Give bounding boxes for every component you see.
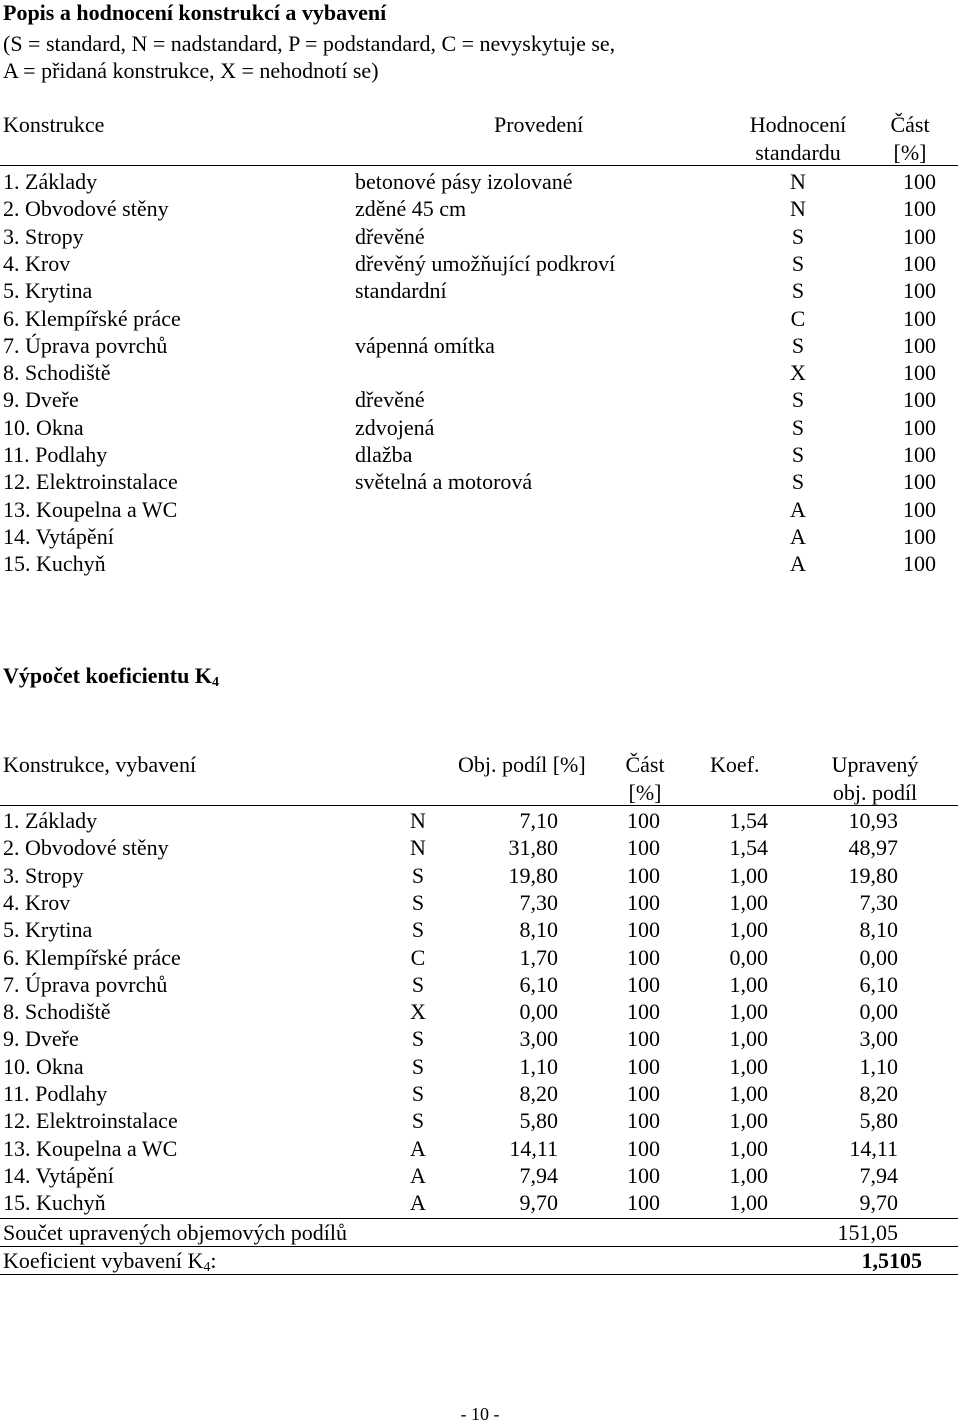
row-hodnoceni: X xyxy=(790,360,806,386)
row-upraveny: 1,10 xyxy=(859,1053,898,1079)
row-koef: 1,00 xyxy=(729,1108,768,1134)
row-cast: 100 xyxy=(627,889,660,915)
row-cast: 100 xyxy=(627,1135,660,1161)
row-konstrukce: 2. Obvodové stěny xyxy=(3,196,169,222)
row-obj-podil: 0,00 xyxy=(519,999,558,1025)
row-upraveny: 8,20 xyxy=(859,1081,898,1106)
row-hodnoceni: S xyxy=(411,1108,425,1134)
row-konstrukce: 15. Kuchyň xyxy=(3,1190,106,1216)
header2-obj-podil: Obj. podíl [%] xyxy=(458,752,586,777)
row-koef: 0,00 xyxy=(729,944,768,970)
table2-header-rule xyxy=(0,805,958,806)
row-cast: 100 xyxy=(627,944,660,970)
row-hodnoceni: S xyxy=(791,469,805,495)
row-hodnoceni: A xyxy=(790,523,806,549)
legend-line-2: A = přidaná konstrukce, X = nehodnotí se) xyxy=(3,58,379,83)
row-upraveny: 9,70 xyxy=(859,1190,898,1216)
header2-konstrukce: Konstrukce, vybavení xyxy=(3,752,197,777)
row-koef: 1,00 xyxy=(729,1162,768,1188)
row-obj-podil: 3,00 xyxy=(519,1026,558,1052)
row-cast: 100 xyxy=(903,360,936,386)
row-cast: 100 xyxy=(903,223,936,249)
row-cast: 100 xyxy=(627,1108,660,1134)
row-hodnoceni: N xyxy=(790,169,806,194)
row-obj-podil: 1,70 xyxy=(519,944,558,970)
row-cast: 100 xyxy=(903,469,936,495)
row-provedeni: dřevěné xyxy=(355,387,425,413)
row-upraveny: 7,30 xyxy=(859,889,898,915)
row-cast: 100 xyxy=(627,917,660,943)
row-konstrukce: 12. Elektroinstalace xyxy=(3,469,178,495)
row-cast: 100 xyxy=(627,835,660,861)
row-provedeni: dlažba xyxy=(355,442,413,467)
row-konstrukce: 4. Krov xyxy=(3,250,71,276)
row-hodnoceni: N xyxy=(410,808,426,833)
row-koef: 1,00 xyxy=(729,1026,768,1052)
row-upraveny: 14,11 xyxy=(849,1135,898,1161)
header2-cast-2: [%] xyxy=(628,780,662,805)
row-konstrukce: 9. Dveře xyxy=(3,387,79,413)
row-cast: 100 xyxy=(627,971,660,997)
row-hodnoceni: S xyxy=(791,223,805,249)
row-konstrukce: 8. Schodiště xyxy=(3,999,111,1025)
row-cast: 100 xyxy=(627,1190,660,1216)
row-obj-podil: 8,20 xyxy=(519,1081,558,1106)
row-upraveny: 0,00 xyxy=(859,999,898,1025)
header-hodnoceni-1: Hodnocení xyxy=(749,112,847,137)
row-obj-podil: 5,80 xyxy=(519,1108,558,1134)
row-cast: 100 xyxy=(627,1053,660,1079)
row-obj-podil: 9,70 xyxy=(519,1190,558,1216)
row-hodnoceni: S xyxy=(411,1053,425,1079)
row-hodnoceni: N xyxy=(410,835,426,861)
row-koef: 1,00 xyxy=(729,1135,768,1161)
row-koef: 1,54 xyxy=(729,835,768,861)
row-hodnoceni: S xyxy=(411,889,425,915)
row-upraveny: 6,10 xyxy=(859,971,898,997)
row-konstrukce: 11. Podlahy xyxy=(3,442,108,467)
row-cast: 100 xyxy=(627,862,660,888)
row-upraveny: 3,00 xyxy=(859,1026,898,1052)
koef-value: 1,5105 xyxy=(861,1248,922,1273)
row-obj-podil: 8,10 xyxy=(519,917,558,943)
row-koef: 1,00 xyxy=(729,999,768,1025)
row-konstrukce: 6. Klempířské práce xyxy=(3,944,181,970)
row-upraveny: 19,80 xyxy=(848,862,898,888)
row-provedeni: zdvojená xyxy=(355,414,435,440)
row-koef: 1,00 xyxy=(729,862,768,888)
row-hodnoceni: S xyxy=(791,278,805,304)
row-hodnoceni: X xyxy=(410,999,426,1025)
row-upraveny: 5,80 xyxy=(859,1108,898,1134)
header2-cast-1: Část xyxy=(625,752,665,777)
row-hodnoceni: S xyxy=(411,862,425,888)
row-konstrukce: 13. Koupelna a WC xyxy=(3,496,178,522)
header-konstrukce: Konstrukce xyxy=(3,112,105,137)
row-konstrukce: 5. Krytina xyxy=(3,278,93,304)
row-cast: 100 xyxy=(903,551,936,577)
row-koef: 1,54 xyxy=(729,808,768,833)
row-konstrukce: 11. Podlahy xyxy=(3,1081,108,1106)
row-obj-podil: 6,10 xyxy=(519,971,558,997)
header-provedeni: Provedení xyxy=(494,112,584,137)
row-koef: 1,00 xyxy=(729,889,768,915)
row-konstrukce: 8. Schodiště xyxy=(3,360,111,386)
section1-title: Popis a hodnocení konstrukcí a vybavení xyxy=(3,0,387,25)
row-upraveny: 8,10 xyxy=(859,917,898,943)
row-konstrukce: 14. Vytápění xyxy=(3,523,114,549)
header-cast-1: Část xyxy=(890,112,930,137)
row-provedeni: betonové pásy izolované xyxy=(355,169,573,194)
row-obj-podil: 7,30 xyxy=(519,889,558,915)
section2-title xyxy=(3,662,219,689)
row-hodnoceni: C xyxy=(410,944,426,970)
row-cast: 100 xyxy=(903,414,936,440)
section2-title-text: Výpočet koeficientu K xyxy=(3,663,212,688)
row-konstrukce: 6. Klempířské práce xyxy=(3,305,181,331)
row-koef: 1,00 xyxy=(729,1081,768,1106)
row-konstrukce: 7. Úprava povrchů xyxy=(3,971,168,997)
row-cast: 100 xyxy=(903,523,936,549)
row-obj-podil: 7,10 xyxy=(519,808,558,833)
row-cast: 100 xyxy=(903,305,936,331)
row-upraveny: 0,00 xyxy=(859,944,898,970)
row-cast: 100 xyxy=(903,442,936,467)
row-obj-podil: 14,11 xyxy=(509,1135,558,1161)
row-cast: 100 xyxy=(627,1026,660,1052)
row-cast: 100 xyxy=(627,1162,660,1188)
row-hodnoceni: A xyxy=(410,1162,426,1188)
row-obj-podil: 19,80 xyxy=(508,862,558,888)
row-hodnoceni: S xyxy=(411,1081,425,1106)
row-konstrukce: 1. Základy xyxy=(3,169,98,194)
row-konstrukce: 1. Základy xyxy=(3,808,98,833)
row-provedeni: dřevěné xyxy=(355,223,425,249)
row-upraveny: 10,93 xyxy=(848,808,898,833)
row-cast: 100 xyxy=(903,196,936,222)
koef-label-prefix: Koeficient vybavení K xyxy=(3,1248,204,1273)
row-konstrukce: 7. Úprava povrchů xyxy=(3,332,168,358)
row-cast: 100 xyxy=(903,250,936,276)
row-cast: 100 xyxy=(627,808,660,833)
row-hodnoceni: A xyxy=(410,1190,426,1216)
row-konstrukce: 2. Obvodové stěny xyxy=(3,835,169,861)
koef-label-suffix: : xyxy=(210,1248,217,1273)
row-konstrukce: 4. Krov xyxy=(3,889,71,915)
row-koef: 1,00 xyxy=(729,1190,768,1216)
row-hodnoceni: S xyxy=(411,1026,425,1052)
row-konstrukce: 12. Elektroinstalace xyxy=(3,1108,178,1134)
sum-value: 151,05 xyxy=(837,1220,898,1245)
header-hodnoceni-2: standardu xyxy=(755,140,841,165)
row-hodnoceni: S xyxy=(791,250,805,276)
row-koef: 1,00 xyxy=(729,917,768,943)
koef-bottom-rule xyxy=(0,1274,958,1275)
row-konstrukce: 3. Stropy xyxy=(3,862,84,888)
row-obj-podil: 1,10 xyxy=(519,1053,558,1079)
row-provedeni: vápenná omítka xyxy=(355,332,495,358)
koef-label-subscript: 4 xyxy=(203,1260,211,1275)
header-cast-2: [%] xyxy=(893,140,927,165)
row-koef: 1,00 xyxy=(729,971,768,997)
row-upraveny: 7,94 xyxy=(859,1162,898,1188)
sum-label: Součet upravených objemových podílů xyxy=(3,1220,347,1245)
row-cast: 100 xyxy=(627,999,660,1025)
row-konstrukce: 3. Stropy xyxy=(3,223,84,249)
page-number: - 10 - xyxy=(460,1404,500,1424)
row-konstrukce: 14. Vytápění xyxy=(3,1162,114,1188)
row-obj-podil: 31,80 xyxy=(508,835,558,861)
row-cast: 100 xyxy=(903,332,936,358)
row-cast: 100 xyxy=(903,387,936,413)
row-konstrukce: 5. Krytina xyxy=(3,917,93,943)
table1-header-rule xyxy=(0,165,958,166)
header2-upraveny-2: obj. podíl xyxy=(832,780,918,805)
row-cast: 100 xyxy=(903,278,936,304)
row-hodnoceni: N xyxy=(790,196,806,222)
row-obj-podil: 7,94 xyxy=(519,1162,558,1188)
row-koef: 1,00 xyxy=(729,1053,768,1079)
row-provedeni: dřevěný umožňující podkroví xyxy=(355,250,616,276)
row-upraveny: 48,97 xyxy=(848,835,898,861)
koef-label xyxy=(3,1247,217,1274)
row-hodnoceni: S xyxy=(411,971,425,997)
row-konstrukce: 13. Koupelna a WC xyxy=(3,1135,178,1161)
row-cast: 100 xyxy=(627,1081,660,1106)
row-hodnoceni: C xyxy=(790,305,806,331)
row-konstrukce: 9. Dveře xyxy=(3,1026,79,1052)
row-hodnoceni: S xyxy=(791,332,805,358)
row-hodnoceni: S xyxy=(411,917,425,943)
row-hodnoceni: S xyxy=(791,414,805,440)
row-cast: 100 xyxy=(903,496,936,522)
row-hodnoceni: A xyxy=(410,1135,426,1161)
row-cast: 100 xyxy=(903,169,936,194)
row-konstrukce: 10. Okna xyxy=(3,1053,84,1079)
section2-title-subscript: 4 xyxy=(211,675,219,690)
row-konstrukce: 10. Okna xyxy=(3,414,84,440)
row-hodnoceni: S xyxy=(791,387,805,413)
row-provedeni: světelná a motorová xyxy=(355,469,533,495)
row-hodnoceni: S xyxy=(791,442,805,467)
row-provedeni: zděné 45 cm xyxy=(355,196,467,222)
row-konstrukce: 15. Kuchyň xyxy=(3,551,106,577)
legend-line-1: (S = standard, N = nadstandard, P = podstandard, C = nevyskytuje se, xyxy=(3,31,616,56)
header2-koef: Koef. xyxy=(710,752,760,777)
row-hodnoceni: A xyxy=(790,496,806,522)
header2-upraveny-1: Upravený xyxy=(831,752,919,777)
row-provedeni: standardní xyxy=(355,278,447,304)
row-hodnoceni: A xyxy=(790,551,806,577)
